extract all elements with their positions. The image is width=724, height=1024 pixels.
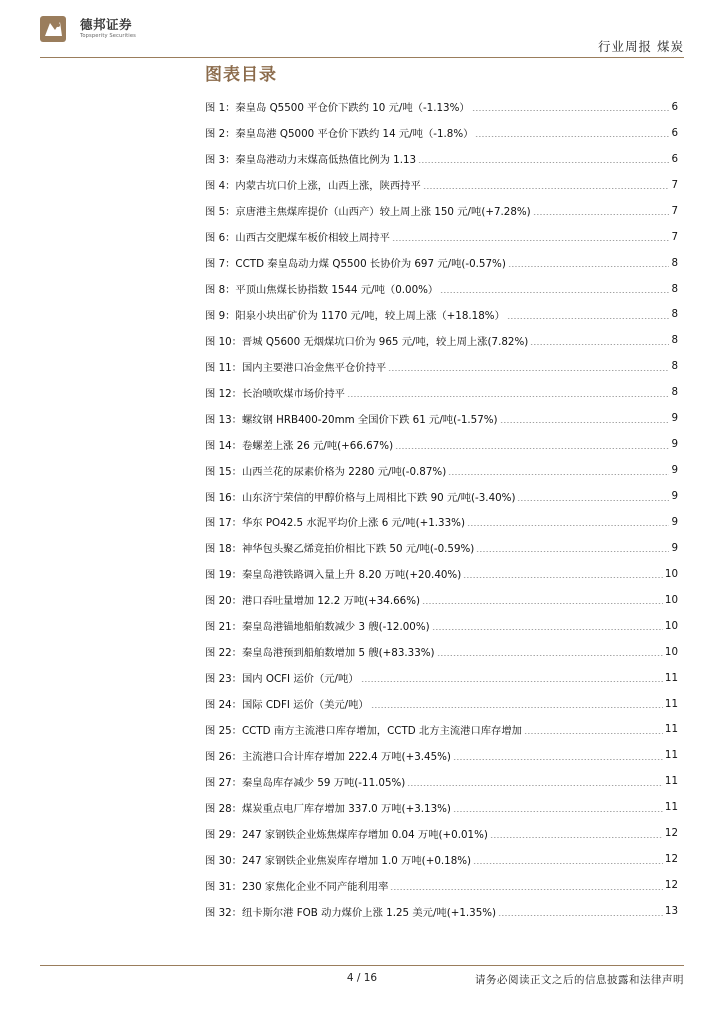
toc-dot-leader	[517, 500, 669, 501]
toc-entry[interactable]	[205, 327, 678, 353]
toc-dot-leader	[388, 370, 669, 371]
toc-entry-page: 11	[664, 697, 678, 710]
toc-entry-label: 图 7：CCTD 秦皇岛动力煤 Q5500 长协价为 697 元/吨(-0.57%)	[205, 258, 506, 271]
toc-dot-leader	[347, 396, 670, 397]
toc-entry[interactable]	[205, 665, 678, 691]
toc-entry-page: 6	[671, 152, 678, 165]
toc-entry-label: 图 3：秦皇岛港动力末煤高低热值比例为 1.13	[205, 154, 417, 167]
toc-dot-leader	[508, 266, 670, 267]
toc-entry-page: 10	[664, 567, 678, 580]
toc-entry-page: 10	[664, 619, 678, 632]
toc-entry-label: 图 31：230 家焦化企业不同产能利用率	[205, 880, 389, 893]
toc-dot-leader	[437, 655, 663, 656]
toc-dot-leader	[390, 889, 662, 890]
toc-entry-page: 12	[664, 853, 678, 866]
toc-entry[interactable]	[205, 302, 678, 328]
toc-entry-page: 10	[664, 645, 678, 658]
toc-entry[interactable]	[205, 794, 678, 820]
toc-entry-page: 11	[664, 749, 678, 762]
toc-entry-label: 图 21：秦皇岛港锚地船舶数减少 3 艘(-12.00%)	[205, 621, 430, 634]
toc-entry[interactable]	[205, 587, 678, 613]
toc-entry-page: 12	[664, 879, 678, 892]
toc-entry[interactable]	[205, 457, 678, 483]
toc-entry-page: 7	[671, 204, 678, 217]
toc-dot-leader	[448, 474, 669, 475]
toc-entry-page: 6	[671, 100, 678, 113]
toc-entry-page: 8	[671, 256, 678, 269]
toc-dot-leader	[422, 603, 663, 604]
toc-entry-page: 8	[671, 386, 678, 399]
toc-entry-page: 9	[671, 515, 678, 528]
toc-dot-leader	[395, 448, 669, 449]
toc-entry-page: 10	[664, 593, 678, 606]
toc-dot-leader	[371, 707, 663, 708]
toc-dot-leader	[476, 551, 669, 552]
toc-dot-leader	[453, 759, 663, 760]
toc-entry[interactable]	[205, 872, 678, 898]
company-logo	[38, 14, 136, 44]
toc-entry[interactable]	[205, 846, 678, 872]
toc-entry-page: 7	[671, 178, 678, 191]
toc-entry-page: 11	[664, 801, 678, 814]
toc-entry-label: 图 28：煤炭重点电厂库存增加 337.0 万吨(+3.13%)	[205, 802, 451, 815]
footer-disclaimer: 请务必阅读正文之后的信息披露和法律声明	[475, 974, 684, 986]
toc-entry[interactable]	[205, 717, 678, 743]
toc-entry-page: 8	[671, 282, 678, 295]
toc-entry-page: 8	[671, 308, 678, 321]
toc-title: 图表目录	[205, 65, 277, 85]
toc-entry-label: 图 14：卷螺差上涨 26 元/吨(+66.67%)	[205, 439, 394, 452]
toc-entry-label: 图 26：主流港口合计库存增加 222.4 万吨(+3.45%)	[205, 750, 451, 763]
toc-entry-label: 图 5：京唐港主焦煤库提价（山西产）较上周上涨 150 元/吨(+7.28%)	[205, 206, 531, 219]
toc-entry-page: 9	[671, 464, 678, 477]
toc-entry-label: 图 23：国内 OCFI 运价（元/吨）	[205, 673, 359, 686]
toc-entry-page: 11	[664, 723, 678, 736]
toc-dot-leader	[507, 318, 670, 319]
toc-entry-label: 图 1：秦皇岛 Q5500 平仓价下跌约 10 元/吨（-1.13%）	[205, 102, 470, 115]
toc-dot-leader	[467, 525, 669, 526]
toc-entry[interactable]	[205, 691, 678, 717]
toc-entry[interactable]	[205, 820, 678, 846]
toc-entry[interactable]	[205, 353, 678, 379]
toc-dot-leader	[423, 188, 670, 189]
page-header	[0, 0, 724, 62]
toc-entry[interactable]	[205, 379, 678, 405]
toc-entry-label: 图 24：国际 CDFI 运价（美元/吨）	[205, 699, 369, 712]
toc-entry-label: 图 13：螺纹钢 HRB400-20mm 全国价下跌 61 元/吨(-1.57%)	[205, 413, 498, 426]
toc-entry[interactable]	[205, 768, 678, 794]
toc-entry-page: 8	[671, 334, 678, 347]
toc-dot-leader	[407, 785, 663, 786]
logo-name-en: Topsperity Securities	[80, 33, 136, 40]
page-number: 4 / 16	[346, 972, 378, 984]
toc-entry[interactable]	[205, 198, 678, 224]
toc-entry-page: 9	[671, 541, 678, 554]
toc-entry[interactable]	[205, 898, 678, 924]
toc-entry-page: 12	[664, 827, 678, 840]
toc-entry-label: 图 6：山西古交肥煤车板价相较上周持平	[205, 232, 390, 245]
toc-entry-label: 图 32：纽卡斯尔港 FOB 动力煤价上涨 1.25 美元/吨(+1.35%)	[205, 906, 497, 919]
toc-dot-leader	[392, 240, 670, 241]
toc-entry-label: 图 12：长治喷吹煤市场价持平	[205, 387, 345, 400]
toc-dot-leader	[475, 136, 669, 137]
toc-entry[interactable]	[205, 561, 678, 587]
toc-entry-page: 9	[671, 438, 678, 451]
toc-entry[interactable]	[205, 613, 678, 639]
toc-dot-leader	[473, 863, 663, 864]
toc-entry-label: 图 25：CCTD 南方主流港口库存增加，CCTD 北方主流港口库存增加	[205, 724, 522, 737]
toc-entry[interactable]	[205, 224, 678, 250]
toc-entry-label: 图 19：秦皇岛港铁路调入量上升 8.20 万吨(+20.40%)	[205, 569, 462, 582]
toc-dot-leader	[533, 214, 670, 215]
toc-entry-label: 图 15：山西兰花的尿素价格为 2280 元/吨(-0.87%)	[205, 465, 447, 478]
toc-entry[interactable]	[205, 172, 678, 198]
toc-entry-page: 8	[671, 360, 678, 373]
toc-entry-label: 图 30：247 家钢铁企业焦炭库存增加 1.0 万吨(+0.18%)	[205, 854, 472, 867]
toc-entry-page: 9	[671, 412, 678, 425]
toc-dot-leader	[530, 344, 669, 345]
toc-entry-label: 图 16：山东济宁荣信的甲醇价格与上周相比下跌 90 元/吨(-3.40%)	[205, 491, 516, 504]
toc-entry[interactable]	[205, 431, 678, 457]
toc-dot-leader	[490, 837, 663, 838]
toc-entry[interactable]	[205, 405, 678, 431]
toc-entry-page: 6	[671, 126, 678, 139]
toc-entry-label: 图 20：港口吞吐量增加 12.2 万吨(+34.66%)	[205, 595, 421, 608]
toc-entry[interactable]	[205, 94, 678, 120]
toc-entry[interactable]	[205, 639, 678, 665]
toc-entry-label: 图 9：阳泉小块出矿价为 1170 元/吨，较上周上涨（+18.18%）	[205, 309, 505, 322]
toc-entry[interactable]	[205, 276, 678, 302]
toc-entry-label: 图 8：平顶山焦煤长协指数 1544 元/吨（0.00%）	[205, 284, 439, 297]
toc-entry-page: 7	[671, 230, 678, 243]
toc-dot-leader	[463, 577, 663, 578]
toc-list	[205, 94, 678, 924]
footer-divider	[40, 965, 684, 966]
toc-entry-page: 11	[664, 671, 678, 684]
toc-entry-label: 图 2：秦皇岛港 Q5000 平仓价下跌约 14 元/吨（-1.8%）	[205, 128, 474, 141]
toc-entry-label: 图 17：华东 PO42.5 水泥平均价上涨 6 元/吨(+1.33%)	[205, 517, 465, 530]
toc-entry-label: 图 27：秦皇岛库存减少 59 万吨(-11.05%)	[205, 776, 406, 789]
toc-entry[interactable]	[205, 742, 678, 768]
toc-dot-leader	[498, 915, 663, 916]
toc-dot-leader	[453, 811, 663, 812]
toc-entry-label: 图 22：秦皇岛港预到船舶数增加 5 艘(+83.33%)	[205, 647, 435, 660]
toc-entry-page: 13	[664, 905, 678, 918]
toc-entry[interactable]	[205, 120, 678, 146]
toc-entry-label: 图 4：内蒙古坑口价上涨，山西上涨，陕西持平	[205, 180, 421, 193]
toc-dot-leader	[500, 422, 670, 423]
toc-entry-label: 图 18：神华包头聚乙烯竞拍价相比下跌 50 元/吨(-0.59%)	[205, 543, 475, 556]
toc-entry[interactable]	[205, 483, 678, 509]
logo-name-cn: 德邦证券	[80, 16, 133, 32]
toc-entry[interactable]	[205, 509, 678, 535]
toc-entry-page: 11	[664, 775, 678, 788]
toc-entry[interactable]	[205, 535, 678, 561]
toc-dot-leader	[418, 162, 669, 163]
toc-dot-leader	[361, 681, 663, 682]
logo-emblem-icon	[38, 14, 78, 44]
toc-entry[interactable]	[205, 146, 678, 172]
toc-entry-page: 9	[671, 490, 678, 503]
toc-entry-label: 图 11：国内主要港口冶金焦平仓价持平	[205, 361, 387, 374]
header-divider	[40, 57, 684, 58]
toc-dot-leader	[440, 292, 669, 293]
toc-entry-label: 图 29：247 家钢铁企业炼焦煤库存增加 0.04 万吨(+0.01%)	[205, 828, 488, 841]
toc-dot-leader	[432, 629, 663, 630]
toc-dot-leader	[524, 733, 663, 734]
toc-entry[interactable]	[205, 250, 678, 276]
report-type-label: 行业周报 煤炭	[598, 39, 684, 54]
toc-entry-label: 图 10：晋城 Q5600 无烟煤坑口价为 965 元/吨，较上周上涨(7.82%)	[205, 335, 529, 348]
toc-dot-leader	[472, 110, 670, 111]
